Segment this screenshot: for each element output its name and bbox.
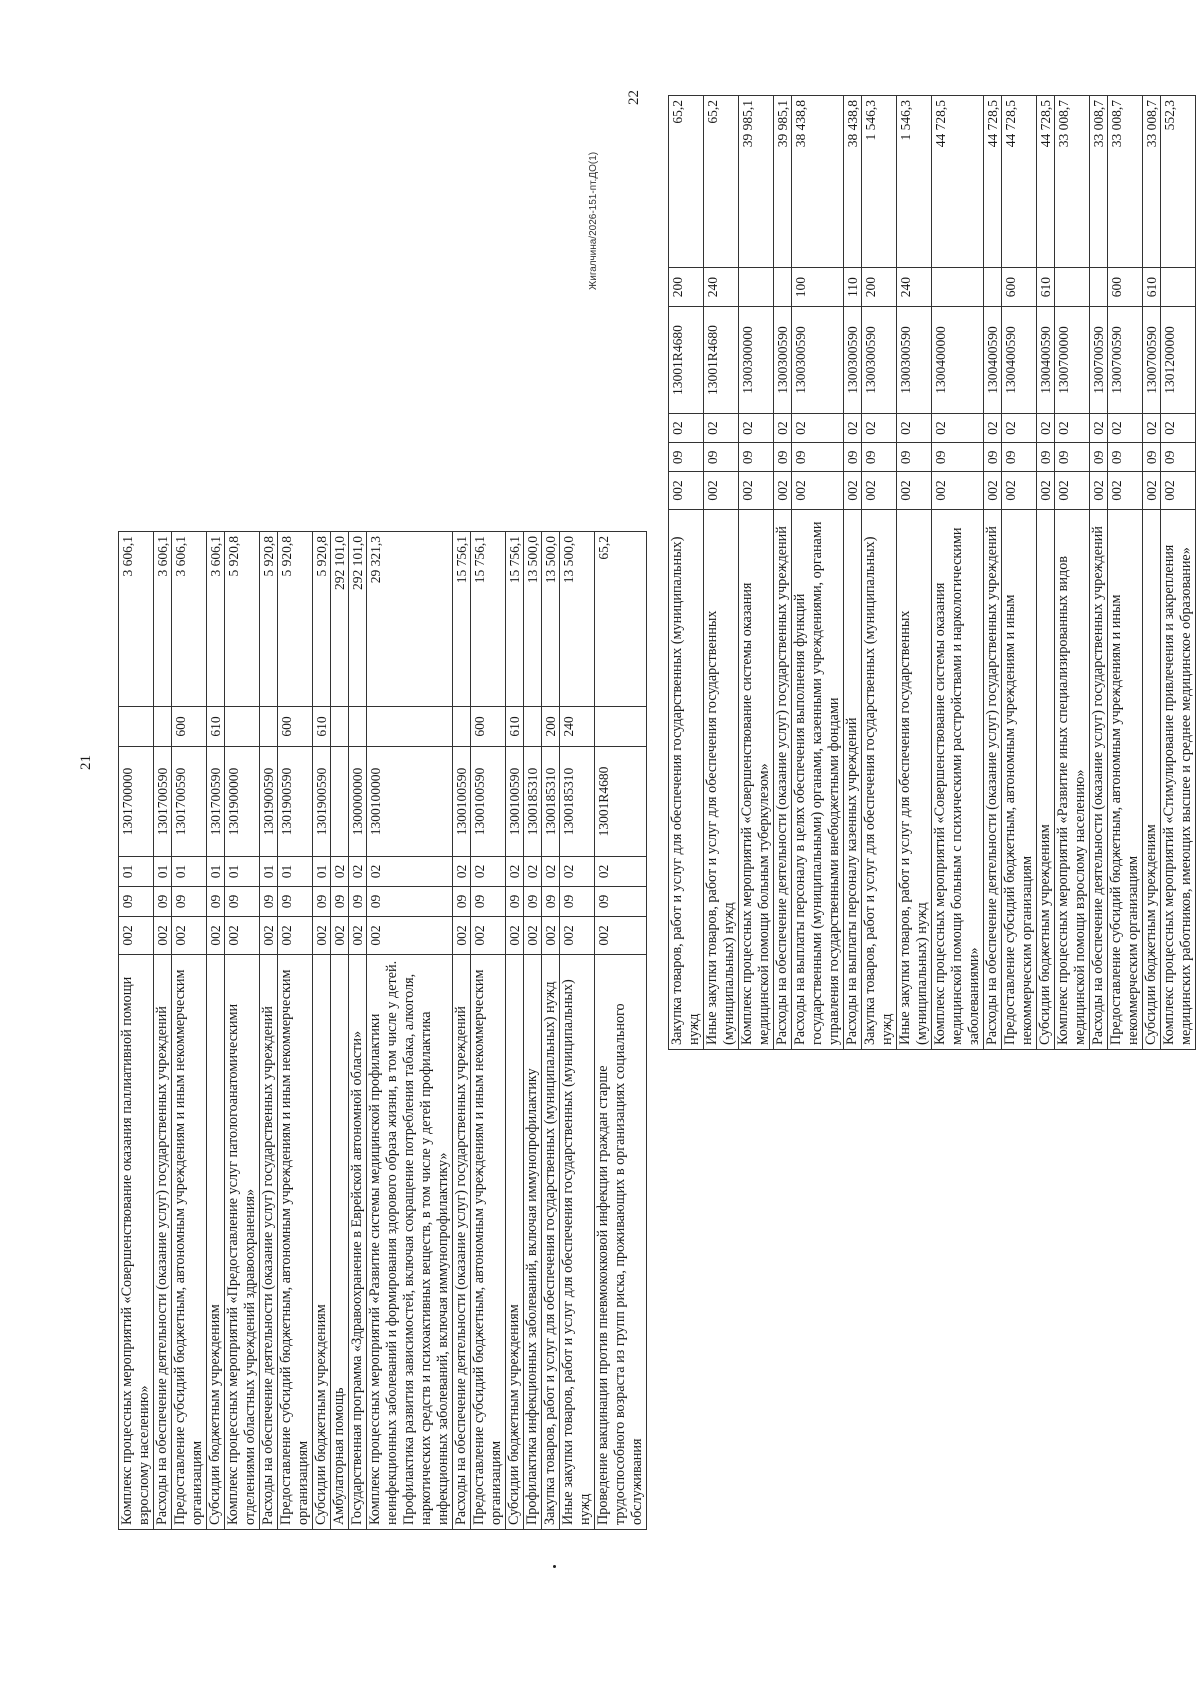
row-amount: 3 606,1 xyxy=(172,532,207,707)
row-ministry-code: 002 xyxy=(1055,472,1090,509)
row-target-article: 1300400590 xyxy=(984,307,1002,414)
table-row xyxy=(862,96,897,1050)
row-amount: 15 756,1 xyxy=(471,532,506,707)
table-row xyxy=(313,532,331,1530)
row-subsection-code: 02 xyxy=(932,413,984,442)
row-ministry-code: 002 xyxy=(313,917,331,955)
row-expense-type: 610 xyxy=(207,707,225,747)
table-row xyxy=(1143,96,1161,1050)
row-expense-type xyxy=(260,707,278,747)
table-row xyxy=(154,532,172,1530)
row-ministry-code: 002 xyxy=(172,917,207,955)
table-row xyxy=(1002,96,1037,1050)
table-row xyxy=(349,532,367,1530)
table-row xyxy=(792,96,844,1050)
row-section-code: 09 xyxy=(862,443,897,472)
row-amount: 33 008,7 xyxy=(1055,96,1090,268)
row-subsection-code: 01 xyxy=(172,857,207,887)
row-subsection-code: 02 xyxy=(542,857,560,887)
row-target-article: 13001R4680 xyxy=(595,747,647,857)
table-row xyxy=(471,532,506,1530)
row-target-article: 1300185310 xyxy=(524,747,542,857)
row-subsection-code: 01 xyxy=(154,857,172,887)
table-row xyxy=(260,532,278,1530)
row-name: Расходы на обеспечение деятельности (оказание услуг) государственных учреждений xyxy=(154,955,172,1530)
row-subsection-code: 02 xyxy=(1037,413,1055,442)
row-subsection-code: 01 xyxy=(278,857,313,887)
row-target-article: 1301700590 xyxy=(154,747,172,857)
row-name: Субсидии бюджетным учреждениям xyxy=(1143,509,1161,1049)
row-name: Закупка товаров, работ и услуг для обеспечения государственных (муниципальных) нужд xyxy=(542,955,560,1530)
row-target-article: 1300700000 xyxy=(1055,307,1090,414)
row-amount: 292 101,0 xyxy=(349,532,367,707)
row-name: Субсидии бюджетным учреждениям xyxy=(313,955,331,1530)
table-row xyxy=(225,532,260,1530)
row-subsection-code: 02 xyxy=(331,857,349,887)
row-subsection-code: 02 xyxy=(506,857,524,887)
scan-speck xyxy=(553,1565,556,1568)
row-expense-type xyxy=(1161,268,1196,307)
row-expense-type xyxy=(524,707,542,747)
row-name: Расходы на обеспечение деятельности (оказание услуг) государственных учреждений xyxy=(1090,509,1108,1049)
row-amount: 1 546,3 xyxy=(862,96,897,268)
row-target-article: 1301900590 xyxy=(278,747,313,857)
row-subsection-code: 02 xyxy=(739,413,774,442)
row-subsection-code: 02 xyxy=(524,857,542,887)
row-name: Предоставление субсидий бюджетным, автономным учреждениям и иным некоммерческим организациям xyxy=(1108,509,1143,1049)
row-expense-type xyxy=(119,707,154,747)
row-expense-type xyxy=(154,707,172,747)
row-section-code: 09 xyxy=(172,887,207,917)
row-expense-type: 610 xyxy=(506,707,524,747)
row-ministry-code: 002 xyxy=(542,917,560,955)
row-section-code: 09 xyxy=(844,443,862,472)
row-name: Расходы на обеспечение деятельности (оказание услуг) государственных учреждений xyxy=(774,509,792,1049)
row-ministry-code: 002 xyxy=(349,917,367,955)
row-section-code: 09 xyxy=(739,443,774,472)
row-target-article: 1300400590 xyxy=(1002,307,1037,414)
row-expense-type xyxy=(984,268,1002,307)
row-target-article: 1300300590 xyxy=(897,307,932,414)
row-ministry-code: 002 xyxy=(897,472,932,509)
row-amount: 38 438,8 xyxy=(844,96,862,268)
row-ministry-code: 002 xyxy=(792,472,844,509)
row-target-article: 13001R4680 xyxy=(704,307,739,414)
row-section-code: 09 xyxy=(1002,443,1037,472)
row-expense-type xyxy=(349,707,367,747)
row-ministry-code: 002 xyxy=(1108,472,1143,509)
row-section-code: 09 xyxy=(1161,443,1196,472)
row-target-article: 1300300000 xyxy=(739,307,774,414)
row-section-code: 09 xyxy=(119,887,154,917)
row-section-code: 09 xyxy=(471,887,506,917)
row-subsection-code: 02 xyxy=(984,413,1002,442)
row-subsection-code: 02 xyxy=(1143,413,1161,442)
row-amount: 29 321,3 xyxy=(367,532,453,707)
row-subsection-code: 02 xyxy=(897,413,932,442)
table-row xyxy=(207,532,225,1530)
row-ministry-code: 002 xyxy=(225,917,260,955)
row-section-code: 09 xyxy=(367,887,453,917)
row-section-code: 09 xyxy=(704,443,739,472)
table-row xyxy=(278,532,313,1530)
table-row xyxy=(844,96,862,1050)
row-ministry-code: 002 xyxy=(774,472,792,509)
row-subsection-code: 02 xyxy=(471,857,506,887)
row-subsection-code: 02 xyxy=(560,857,595,887)
row-name: Государственная программа «Здравоохранение в Еврейской автономной области» xyxy=(349,955,367,1530)
row-target-article: 1300400590 xyxy=(1037,307,1055,414)
row-name: Проведение вакцинации против пневмококковой инфекции граждан старше трудоспособного возраста из групп риска, проживающих в организациях социального обслуживания xyxy=(595,955,647,1530)
row-subsection-code: 02 xyxy=(1161,413,1196,442)
row-target-article: 1300100590 xyxy=(471,747,506,857)
row-section-code: 09 xyxy=(1090,443,1108,472)
row-subsection-code: 01 xyxy=(119,857,154,887)
row-expense-type xyxy=(1090,268,1108,307)
row-target-article: 1301700000 xyxy=(119,747,154,857)
row-amount: 33 008,7 xyxy=(1143,96,1161,268)
row-amount: 3 606,1 xyxy=(119,532,154,707)
row-ministry-code: 002 xyxy=(1002,472,1037,509)
budget-table xyxy=(668,95,1196,1050)
table-row xyxy=(1108,96,1143,1050)
row-ministry-code: 002 xyxy=(331,917,349,955)
table-row xyxy=(1090,96,1108,1050)
row-section-code: 09 xyxy=(792,443,844,472)
row-ministry-code: 002 xyxy=(560,917,595,955)
row-ministry-code: 002 xyxy=(506,917,524,955)
row-amount: 5 920,8 xyxy=(260,532,278,707)
row-ministry-code: 002 xyxy=(932,472,984,509)
row-expense-type: 200 xyxy=(862,268,897,307)
row-ministry-code: 002 xyxy=(1037,472,1055,509)
table-row xyxy=(897,96,932,1050)
row-amount: 65,2 xyxy=(669,96,704,268)
row-amount: 3 606,1 xyxy=(154,532,172,707)
row-name: Предоставление субсидий бюджетным, автономным учреждениям и иным некоммерческим организациям xyxy=(278,955,313,1530)
row-subsection-code: 02 xyxy=(595,857,647,887)
row-subsection-code: 02 xyxy=(367,857,453,887)
document-reference: Жигалчина/2026-151-пт.ДО(1) xyxy=(588,151,599,290)
row-target-article: 1300700590 xyxy=(1090,307,1108,414)
row-ministry-code: 002 xyxy=(844,472,862,509)
row-target-article: 1300000000 xyxy=(349,747,367,857)
row-subsection-code: 02 xyxy=(774,413,792,442)
row-ministry-code: 002 xyxy=(595,917,647,955)
row-ministry-code: 002 xyxy=(524,917,542,955)
row-ministry-code: 002 xyxy=(260,917,278,955)
row-expense-type: 600 xyxy=(172,707,207,747)
row-name: Иные закупки товаров, работ и услуг для обеспечения государственных (муниципальных) нужд xyxy=(560,955,595,1530)
row-expense-type xyxy=(774,268,792,307)
row-subsection-code: 01 xyxy=(313,857,331,887)
row-expense-type: 240 xyxy=(897,268,932,307)
row-section-code: 09 xyxy=(897,443,932,472)
row-ministry-code: 002 xyxy=(207,917,225,955)
table-row xyxy=(1161,96,1196,1050)
row-amount: 292 101,0 xyxy=(331,532,349,707)
row-expense-type xyxy=(453,707,471,747)
row-ministry-code: 002 xyxy=(739,472,774,509)
row-expense-type: 240 xyxy=(704,268,739,307)
row-name: Субсидии бюджетным учреждениям xyxy=(1037,509,1055,1049)
row-target-article: 1301700590 xyxy=(207,747,225,857)
budget-table xyxy=(118,531,647,1530)
row-amount: 552,3 xyxy=(1161,96,1196,268)
row-target-article: 1300185310 xyxy=(542,747,560,857)
row-subsection-code: 02 xyxy=(1002,413,1037,442)
row-name: Комплекс процессных мероприятий «Развитие иных специализированных видов медицинской помощи взрослому населению» xyxy=(1055,509,1090,1049)
row-name: Расходы на выплаты персоналу казенных учреждений xyxy=(844,509,862,1049)
table-row xyxy=(932,96,984,1050)
row-expense-type xyxy=(1055,268,1090,307)
row-expense-type xyxy=(331,707,349,747)
row-expense-type: 600 xyxy=(1002,268,1037,307)
row-amount: 33 008,7 xyxy=(1090,96,1108,268)
row-section-code: 09 xyxy=(313,887,331,917)
table-row xyxy=(506,532,524,1530)
row-expense-type: 200 xyxy=(542,707,560,747)
table-row xyxy=(1037,96,1055,1050)
row-ministry-code: 002 xyxy=(367,917,453,955)
table-row xyxy=(172,532,207,1530)
row-target-article: 1300700590 xyxy=(1108,307,1143,414)
table-row xyxy=(704,96,739,1050)
row-subsection-code: 02 xyxy=(1090,413,1108,442)
table-row xyxy=(542,532,560,1530)
row-ministry-code: 002 xyxy=(862,472,897,509)
row-amount: 33 008,7 xyxy=(1108,96,1143,268)
row-target-article: 1301900590 xyxy=(260,747,278,857)
row-amount: 3 606,1 xyxy=(207,532,225,707)
row-name: Комплекс процессных мероприятий «Совершенствование системы оказания медицинской помощи больным с психическими расстройствами и наркологическими заболеваниями» xyxy=(932,509,984,1049)
row-expense-type xyxy=(225,707,260,747)
row-subsection-code: 02 xyxy=(1108,413,1143,442)
row-expense-type xyxy=(595,707,647,747)
row-expense-type: 110 xyxy=(844,268,862,307)
row-amount: 5 920,8 xyxy=(313,532,331,707)
row-target-article: 1300300590 xyxy=(844,307,862,414)
row-expense-type: 200 xyxy=(669,268,704,307)
row-subsection-code: 02 xyxy=(1055,413,1090,442)
table-row xyxy=(560,532,595,1530)
row-ministry-code: 002 xyxy=(154,917,172,955)
row-expense-type: 100 xyxy=(792,268,844,307)
row-expense-type: 610 xyxy=(1037,268,1055,307)
row-section-code: 09 xyxy=(932,443,984,472)
row-section-code: 09 xyxy=(154,887,172,917)
row-amount: 65,2 xyxy=(704,96,739,268)
row-subsection-code: 02 xyxy=(792,413,844,442)
row-amount: 39 985,1 xyxy=(739,96,774,268)
row-amount: 65,2 xyxy=(595,532,647,707)
row-section-code: 09 xyxy=(260,887,278,917)
row-section-code: 09 xyxy=(774,443,792,472)
row-target-article: 1300300590 xyxy=(862,307,897,414)
row-section-code: 09 xyxy=(278,887,313,917)
row-amount: 13 500,0 xyxy=(542,532,560,707)
row-section-code: 09 xyxy=(506,887,524,917)
row-amount: 39 985,1 xyxy=(774,96,792,268)
row-name: Иные закупки товаров, работ и услуг для обеспечения государственных (муниципальных) нужд xyxy=(897,509,932,1049)
row-name: Комплекс процессных мероприятий «Совершенствование системы оказания медицинской помощи больным туберкулезом» xyxy=(739,509,774,1049)
table-row xyxy=(119,532,154,1530)
row-section-code: 09 xyxy=(1055,443,1090,472)
row-section-code: 09 xyxy=(524,887,542,917)
row-section-code: 09 xyxy=(207,887,225,917)
row-section-code: 09 xyxy=(349,887,367,917)
row-expense-type: 240 xyxy=(560,707,595,747)
row-subsection-code: 01 xyxy=(225,857,260,887)
row-amount: 5 920,8 xyxy=(278,532,313,707)
row-target-article: 13001R4680 xyxy=(669,307,704,414)
row-amount: 44 728,5 xyxy=(1037,96,1055,268)
row-section-code: 09 xyxy=(1143,443,1161,472)
row-section-code: 09 xyxy=(225,887,260,917)
row-amount: 38 438,8 xyxy=(792,96,844,268)
row-subsection-code: 01 xyxy=(207,857,225,887)
row-target-article: 1301200000 xyxy=(1161,307,1196,414)
row-target-article: 1301900590 xyxy=(313,747,331,857)
row-subsection-code: 02 xyxy=(862,413,897,442)
table-row xyxy=(595,532,647,1530)
table-row xyxy=(739,96,774,1050)
row-section-code: 09 xyxy=(595,887,647,917)
row-name: Расходы на выплаты персоналу в целях обеспечения выполнения функций государственными (муниципальными) органами, казенными учреждениями, органами управления государственными внебюджетными фондами xyxy=(792,509,844,1049)
row-expense-type xyxy=(932,268,984,307)
row-section-code: 09 xyxy=(331,887,349,917)
document-page-22 xyxy=(626,90,1194,1050)
row-target-article: 1301900000 xyxy=(225,747,260,857)
row-target-article: 1300100590 xyxy=(453,747,471,857)
row-ministry-code: 002 xyxy=(453,917,471,955)
row-target-article: 1300185310 xyxy=(560,747,595,857)
row-subsection-code: 02 xyxy=(704,413,739,442)
row-section-code: 09 xyxy=(560,887,595,917)
page-number: 22 xyxy=(626,90,642,105)
table-row xyxy=(367,532,453,1530)
row-amount: 1 546,3 xyxy=(897,96,932,268)
row-name: Профилактика инфекционных заболеваний, включая иммунопрофилактику xyxy=(524,955,542,1530)
table-row xyxy=(669,96,704,1050)
table-row xyxy=(1055,96,1090,1050)
row-subsection-code: 02 xyxy=(349,857,367,887)
row-name: Амбулаторная помощь xyxy=(331,955,349,1530)
row-amount: 44 728,5 xyxy=(1002,96,1037,268)
row-name: Предоставление субсидий бюджетным, автономным учреждениям и иным некоммерческим организациям xyxy=(1002,509,1037,1049)
row-target-article: 1300400000 xyxy=(932,307,984,414)
row-target-article: 1300300590 xyxy=(774,307,792,414)
row-amount: 5 920,8 xyxy=(225,532,260,707)
row-target-article: 1300700590 xyxy=(1143,307,1161,414)
row-ministry-code: 002 xyxy=(278,917,313,955)
row-name: Комплекс процессных мероприятий «Совершенствование оказания паллиативной помощи взрослому населению» xyxy=(119,955,154,1530)
row-section-code: 09 xyxy=(1108,443,1143,472)
row-subsection-code: 02 xyxy=(453,857,471,887)
row-name: Комплекс процессных мероприятий «Стимулирование привлечения и закрепления медицинских работников, имеющих высшее и среднее медицинское образование» xyxy=(1161,509,1196,1049)
row-name: Комплекс процессных мероприятий «Развитие системы медицинской профилактики неинфекционных заболеваний и формирования здорового образа жизни, в том числе у детей. Профилактика развития зависимостей, включая сокращение потребления табака, алкоголя, наркотических средств и психоактивных веществ, в том числе у детей профилактика инфекционных заболеваний, включая иммунопрофилактику» xyxy=(367,955,453,1530)
row-section-code: 09 xyxy=(1037,443,1055,472)
row-ministry-code: 002 xyxy=(1161,472,1196,509)
row-name: Расходы на обеспечение деятельности (оказание услуг) государственных учреждений xyxy=(453,955,471,1530)
row-expense-type xyxy=(739,268,774,307)
row-ministry-code: 002 xyxy=(1090,472,1108,509)
row-ministry-code: 002 xyxy=(984,472,1002,509)
row-expense-type: 600 xyxy=(1108,268,1143,307)
row-expense-type xyxy=(367,707,453,747)
row-name: Закупка товаров, работ и услуг для обеспечения государственных (муниципальных) нужд xyxy=(862,509,897,1049)
row-name: Предоставление субсидий бюджетным, автономным учреждениям и иным некоммерческим организациям xyxy=(471,955,506,1530)
row-name: Комплекс процессных мероприятий «Предоставление услуг патологоанатомическими отделениями областных учреждений здравоохранения» xyxy=(225,955,260,1530)
table-row xyxy=(453,532,471,1530)
row-subsection-code: 02 xyxy=(844,413,862,442)
row-name: Иные закупки товаров, работ и услуг для обеспечения государственных (муниципальных) нужд xyxy=(704,509,739,1049)
row-section-code: 09 xyxy=(542,887,560,917)
row-ministry-code: 002 xyxy=(1143,472,1161,509)
row-target-article: 1300300590 xyxy=(792,307,844,414)
row-expense-type: 600 xyxy=(278,707,313,747)
row-ministry-code: 002 xyxy=(704,472,739,509)
row-amount: 13 500,0 xyxy=(524,532,542,707)
row-amount: 44 728,5 xyxy=(984,96,1002,268)
table-row xyxy=(331,532,349,1530)
row-target-article: 1301700590 xyxy=(172,747,207,857)
row-name: Субсидии бюджетным учреждениям xyxy=(506,955,524,1530)
row-amount: 44 728,5 xyxy=(932,96,984,268)
table-row xyxy=(984,96,1002,1050)
row-subsection-code: 02 xyxy=(669,413,704,442)
row-ministry-code: 002 xyxy=(471,917,506,955)
row-expense-type: 610 xyxy=(1143,268,1161,307)
table-row xyxy=(524,532,542,1530)
row-name: Предоставление субсидий бюджетным, автономным учреждениям и иным некоммерческим организациям xyxy=(172,955,207,1530)
row-section-code: 09 xyxy=(669,443,704,472)
row-amount: 15 756,1 xyxy=(453,532,471,707)
row-target-article: 1300100000 xyxy=(367,747,453,857)
row-amount: 15 756,1 xyxy=(506,532,524,707)
table-row xyxy=(774,96,792,1050)
row-subsection-code: 01 xyxy=(260,857,278,887)
document-page-21 xyxy=(78,85,645,1530)
row-expense-type: 600 xyxy=(471,707,506,747)
row-ministry-code: 002 xyxy=(119,917,154,955)
row-name: Закупка товаров, работ и услуг для обеспечения государственных (муниципальных) нужд xyxy=(669,509,704,1049)
row-name: Расходы на обеспечение деятельности (оказание услуг) государственных учреждений xyxy=(984,509,1002,1049)
row-section-code: 09 xyxy=(984,443,1002,472)
row-ministry-code: 002 xyxy=(669,472,704,509)
row-section-code: 09 xyxy=(453,887,471,917)
row-expense-type: 610 xyxy=(313,707,331,747)
row-name: Субсидии бюджетным учреждениям xyxy=(207,955,225,1530)
row-amount: 13 500,0 xyxy=(560,532,595,707)
page-number: 21 xyxy=(78,755,94,770)
row-target-article xyxy=(331,747,349,857)
row-target-article: 1300100590 xyxy=(506,747,524,857)
row-name: Расходы на обеспечение деятельности (оказание услуг) государственных учреждений xyxy=(260,955,278,1530)
